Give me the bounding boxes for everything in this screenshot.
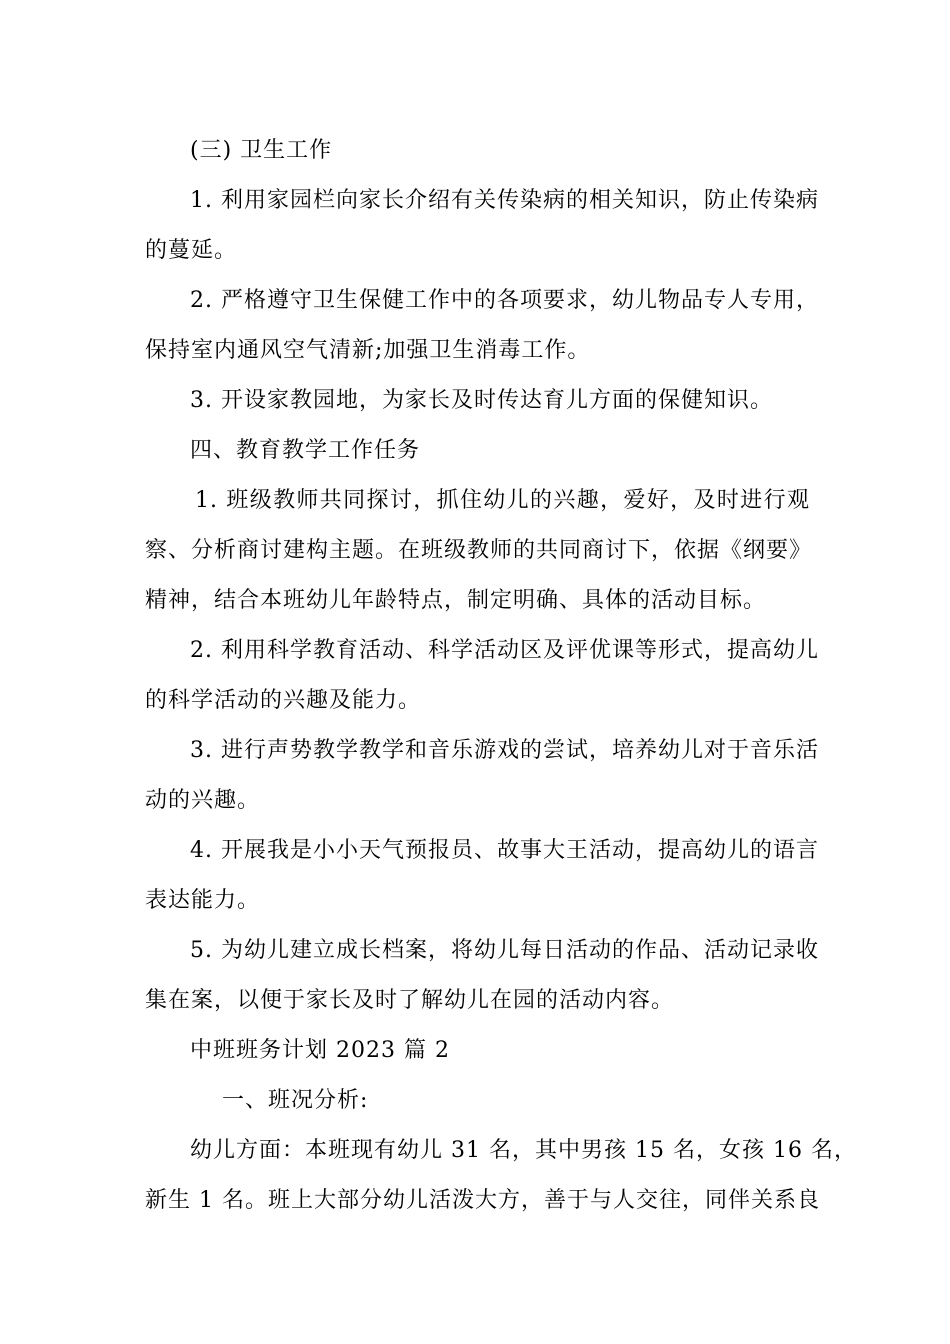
section-heading-hygiene: (三) 卫生工作	[190, 138, 333, 163]
paragraph-line: 察、分析商讨建构主题。在班级教师的共同商讨下，依据《纲要》	[145, 538, 813, 563]
paragraph-line: 保持室内通风空气清新;加强卫生消毒工作。	[145, 338, 591, 363]
paragraph-line: 5. 为幼儿建立成长档案，将幼儿每日活动的作品、活动记录收	[190, 938, 819, 963]
paragraph-line: 2. 利用科学教育活动、科学活动区及评优课等形式，提高幼儿	[190, 638, 819, 663]
paragraph-line: 新生 1 名。班上大部分幼儿活泼大方，善于与人交往，同伴关系良	[145, 1188, 820, 1213]
document-subtitle: 中班班务计划 2023 篇 2	[190, 1038, 450, 1063]
section-heading-teaching: 四、教育教学工作任务	[190, 438, 421, 463]
paragraph-line: 4. 开展我是小小天气预报员、故事大王活动，提高幼儿的语言	[190, 838, 819, 863]
paragraph-line: 的蔓延。	[145, 238, 238, 263]
paragraph-line: 精神，结合本班幼儿年龄特点，制定明确、具体的活动目标。	[145, 588, 767, 613]
paragraph-line: 的科学活动的兴趣及能力。	[145, 688, 422, 713]
paragraph-line: 2. 严格遵守卫生保健工作中的各项要求，幼儿物品专人专用，	[190, 288, 819, 313]
paragraph-line: 动的兴趣。	[145, 788, 261, 813]
paragraph-line: 集在案，以便于家长及时了解幼儿在园的活动内容。	[145, 988, 675, 1013]
paragraph-line: 1. 班级教师共同探讨，抓住幼儿的兴趣，爱好，及时进行观	[195, 488, 810, 513]
paragraph-line: 1. 利用家园栏向家长介绍有关传染病的相关知识，防止传染病	[190, 188, 819, 213]
section-heading-class-analysis: 一、班况分析:	[222, 1088, 369, 1113]
paragraph-line: 表达能力。	[145, 888, 261, 913]
paragraph-line: 3. 开设家教园地，为家长及时传达育儿方面的保健知识。	[190, 388, 773, 413]
paragraph-line: 幼儿方面：本班现有幼儿 31 名，其中男孩 15 名，女孩 16 名，	[190, 1138, 857, 1163]
paragraph-line: 3. 进行声势教学教学和音乐游戏的尝试，培养幼儿对于音乐活	[190, 738, 819, 763]
